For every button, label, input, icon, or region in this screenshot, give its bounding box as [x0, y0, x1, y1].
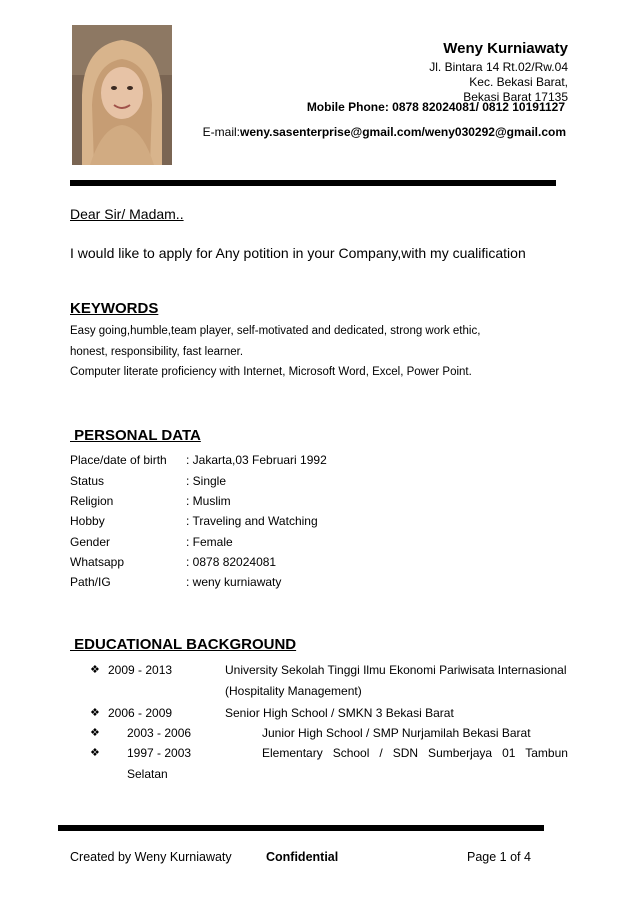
education-heading: EDUCATIONAL BACKGROUND	[70, 636, 297, 653]
address-line-1: Jl. Bintara 14 Rt.02/Rw.04	[429, 60, 568, 74]
email-value: weny.sasenterprise@gmail.com/weny030292@gmail.com	[240, 125, 566, 139]
personal-label-status: Status	[70, 474, 105, 488]
personal-label-hobby: Hobby	[70, 514, 105, 528]
bullet-icon: ❖	[90, 747, 100, 759]
education-years-4: 1997 - 2003	[127, 746, 192, 760]
address-line-3: Bekasi Barat 17135	[463, 90, 568, 104]
personal-data-heading: PERSONAL DATA	[70, 427, 201, 444]
bullet-icon: ❖	[90, 664, 100, 676]
education-years-1: 2009 - 2013	[108, 663, 173, 677]
personal-value-gender: : Female	[186, 535, 233, 549]
footer-page-number: Page 1 of 4	[467, 850, 531, 864]
education-school-2: Senior High School / SMKN 3 Bekasi Barat	[225, 706, 454, 720]
education-years-3: 2003 - 2006	[127, 726, 192, 740]
greeting: Dear Sir/ Madam..	[70, 206, 184, 222]
education-school-3: Junior High School / SMP Nurjamilah Bekasi Barat	[262, 726, 531, 740]
keywords-line-2: honest, responsibility, fast learner.	[70, 346, 244, 358]
personal-label-whatsapp: Whatsapp	[70, 555, 125, 569]
education-school-4: Elementary School / SDN Sumberjaya 01 Tambun	[262, 746, 568, 760]
personal-value-birth: : Jakarta,03 Februari 1992	[186, 453, 327, 467]
keywords-heading: KEYWORDS	[70, 300, 159, 317]
personal-label-gender: Gender	[70, 535, 111, 549]
personal-label-path-ig: Path/IG	[70, 575, 111, 589]
application-statement: I would like to apply for Any potition in your Company,with my cualification	[70, 245, 526, 261]
footer-confidential: Confidential	[266, 850, 339, 864]
personal-value-whatsapp: : 0878 82024081	[186, 555, 277, 569]
personal-label-religion: Religion	[70, 494, 114, 508]
mobile-phone: Mobile Phone: 0878 82024081/ 0812 10191127	[306, 100, 565, 114]
personal-value-path-ig: : weny kurniawaty	[186, 575, 282, 589]
education-school-4-cont: Selatan	[127, 767, 168, 781]
personal-value-religion: : Muslim	[186, 494, 231, 508]
applicant-name: Weny Kurniawaty	[443, 40, 568, 57]
footer-created-by: Created by Weny Kurniawaty	[70, 850, 232, 864]
email-line	[203, 125, 566, 139]
personal-value-status: : Single	[186, 474, 227, 488]
keywords-line-3: Computer literate proficiency with Internet, Microsoft Word, Excel, Power Point.	[70, 366, 472, 378]
address-line-2: Kec. Bekasi Barat,	[469, 75, 568, 89]
bullet-icon: ❖	[90, 727, 100, 739]
keywords-line-1: Easy going,humble,team player, self-motivated and dedicated, strong work ethic,	[70, 325, 481, 337]
education-school-1: University Sekolah Tinggi Ilmu Ekonomi Pariwisata Internasional	[225, 663, 567, 677]
personal-value-hobby: : Traveling and Watching	[186, 514, 318, 528]
header-divider	[70, 180, 556, 186]
profile-photo-image	[72, 25, 172, 165]
profile-photo	[72, 25, 172, 165]
education-years-2: 2006 - 2009	[108, 706, 173, 720]
personal-label-birth: Place/date of birth	[70, 453, 167, 467]
bullet-icon: ❖	[90, 707, 100, 719]
email-label: E-mail:	[202, 125, 240, 139]
education-school-1-cont: (Hospitality Management)	[225, 684, 362, 698]
footer-divider	[58, 825, 544, 831]
